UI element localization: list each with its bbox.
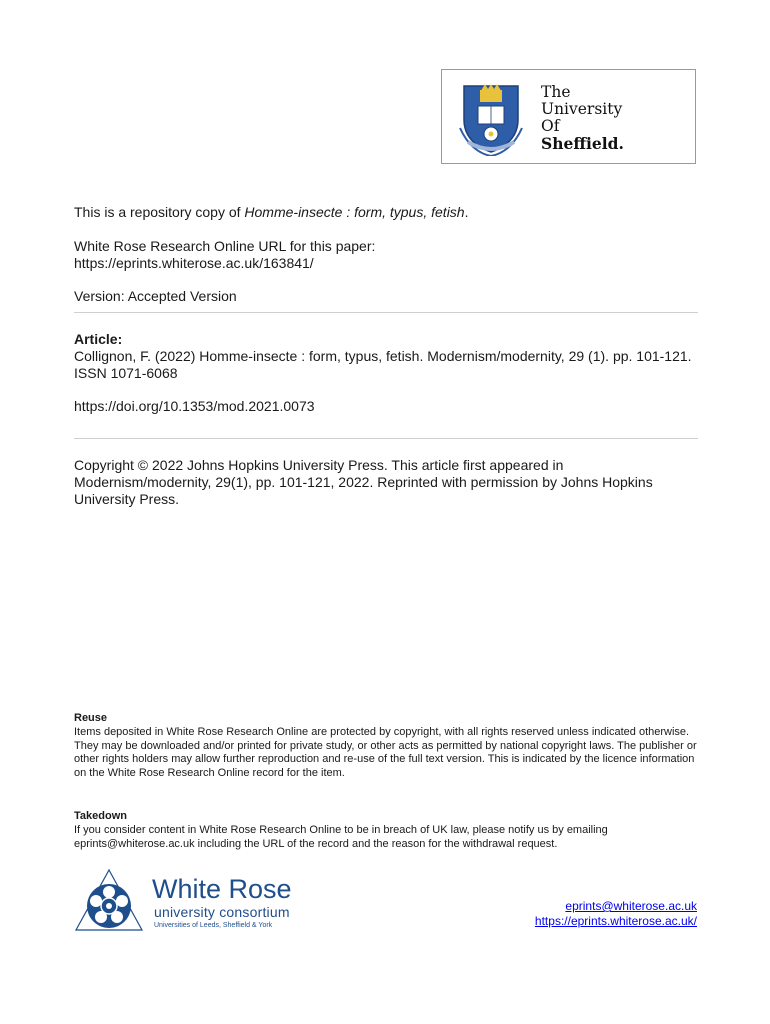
article-citation: Collignon, F. (2022) Homme-insecte : form, typus, fetish. Modernism/modernity, 29 (1). pp. 101-121. ISSN 1071-6068 [74,348,692,381]
divider [74,312,698,313]
logo-line-the: The [541,83,571,101]
footer-links [535,899,697,929]
takedown-section [74,810,698,851]
white-rose-tagline: Universities of Leeds, Sheffield & York [154,922,273,929]
url-block [74,238,698,272]
takedown-text: If you consider content in White Rose Research Online to be in breach of UK law, please notify us by emailing eprints@whiterose.ac.uk including the URL of the record and the reason for the withdrawal request. [74,823,608,850]
url-label: White Rose Research Online URL for this paper: [74,238,376,254]
reuse-text: Items deposited in White Rose Research Online are protected by copyright, with all rights reserved unless indicated otherwise. They may be downloaded and/or printed for private study, or other acts as permitted by national copyright laws. The publisher or other rights holders may allow further reproduction and re-use of the full text version. This is indicated by the licence information on the White Rose Research Online record for the item. [74,725,697,780]
copyright-statement: Copyright © 2022 Johns Hopkins University Press. This article first appeared in Modernism/modernity, 29(1), pp. 101-121, 2022. Reprinted with permission by Johns Hopkins University Press. [74,457,653,507]
site-link[interactable]: https://eprints.whiterose.ac.uk/ [534,914,697,928]
logo-line-of: Of [541,117,560,135]
white-rose-subtitle: university consortium [154,904,290,920]
divider [74,438,698,439]
white-rose-logo [74,868,304,938]
paper-title: Homme-insecte : form, typus, fetish [244,204,465,220]
white-rose-emblem-icon [74,868,144,938]
article-heading: Article: [74,331,123,347]
reuse-heading: Reuse [74,712,108,724]
sheffield-wordmark [541,84,624,152]
logo-line-university: University [541,100,623,118]
reuse-section [74,712,698,781]
white-rose-title: White Rose [152,874,292,904]
sheffield-crest-icon [458,80,524,156]
article-block [74,331,698,382]
article-doi: https://doi.org/10.1353/mod.2021.0073 [74,398,315,414]
email-link[interactable]: eprints@whiterose.ac.uk [565,899,697,913]
version-line: Version: Accepted Version [74,288,237,304]
paper-url: https://eprints.whiterose.ac.uk/163841/ [74,255,314,271]
university-of-sheffield-logo [441,69,696,164]
repository-prefix: This is a repository copy of [74,204,245,220]
takedown-heading: Takedown [74,810,127,822]
repository-suffix: . [464,204,469,220]
logo-line-sheffield: Sheffield. [541,134,624,153]
repository-statement [74,204,698,221]
